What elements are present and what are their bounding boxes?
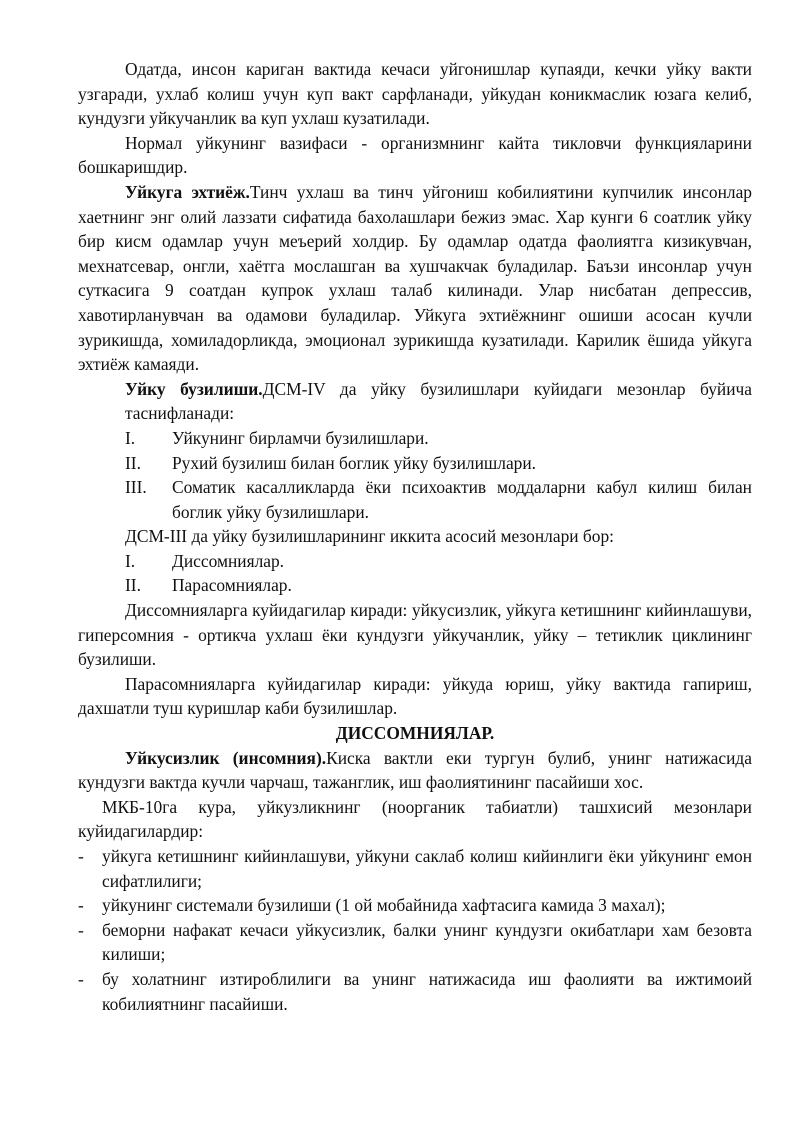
heading-sleep-need: Уйкуга эхтиёж. [125,181,250,202]
list-item-number: I. [125,427,136,448]
list-item-number: III. [125,477,147,498]
list-item [78,549,752,574]
text-sleep-need: Тинч ухлаш ва тинч уйгониш кобилиятини купчилик инсонлар хаетнинг энг олий лаззати сифатида бахолашлари бежиз эмас. Хар кунги 6 соатлик уйку бир кисм одамлар учун меъерий холдир. Бу одамлар одатда фаолиятга кизикувчан, мехнатсевар, онгли, хаётга мослашган ва хушчакчак буладилар. Баъзи инсонлар учун суткасига 9 соатдан купрок ухлаш талаб килинади. Улар нисбатан депрессив, хавотирланувчан ва одамови буладилар. Уйкуга эхтиёжнинг ошиши асосан кучли зурикишда, хомиладорликда, эмоционал зурикишда кузатилади. Карилик ёшида уйкуга эхтиёж камаяди. [78,181,752,375]
list-item [78,451,752,476]
list-item-text: Рухий бузилиш билан боглик уйку бузилишлари. [172,452,537,473]
paragraph-dsm3: ДСМ-III да уйку бузилишларининг иккита асосий мезонлари бор: [125,526,614,547]
list-item [78,893,752,918]
list-item-text: уйкуга кетишнинг кийинлашуви, уйкуни саклаб колиш кийинлиги ёки уйкунинг емон сифатлилиги; [102,846,752,891]
list-item-text: Парасомниялар. [172,575,292,596]
list-item-number: II. [125,575,141,596]
list-item-number: II. [125,452,141,473]
list-dsm3 [78,549,752,598]
list-item [78,426,752,451]
dash-bullet: - [78,846,84,866]
text-insomnia: Киска вактли еки тургун булиб, унинг натижасида кундузги вактда кучли чарчаш, тажанглик, иш фаолиятининг пасайиши хос. [78,747,752,793]
paragraph-aging-sleep: Одатда, инсон кариган вактида кечаси уйгонишлар купаяди, кечки уйку вакти узгаради, ухлаб колиш учун куп вакт сарфланади, уйкудан коникмаслик юзага келиб, кундузги уйкучанлик ва куп ухлаш кузатилади. [78,59,752,129]
list-item [78,573,752,598]
list-item [78,918,752,967]
list-item [78,475,752,524]
paragraph-icd10: МКБ-10га кура, уйкузликнинг (ноорганик табиатли) ташхисий мезонлари куйидагилардир: [78,796,752,842]
heading-sleep-disorders: Уйку бузилиши. [125,378,263,399]
dash-bullet: - [78,968,84,989]
section-title: ДИССОМНИЯЛАР. [335,723,495,744]
list-item-text: Уйкунинг бирламчи бузилишлари. [172,427,429,448]
document-page [78,57,752,1016]
paragraph-sleep-need [78,180,752,377]
paragraph-sleep-disorders [78,377,752,426]
list-item-number: I. [125,550,136,571]
list-item [78,967,752,1016]
dash-bullet: - [78,895,84,916]
text-sleep-disorders: ДСМ-IV да уйку бузилишлари куйидаги мезонлар буйича таснифланади: [125,378,752,424]
list-item-text: бу холатнинг изтироблилиги ва унинг натижасида иш фаолияти ва ижтимоий кобилиятнинг пасайиши. [102,968,752,1014]
paragraph-normal-sleep: Нормал уйкунинг вазифаси - организмнинг кайта тикловчи функцияларини бошкаришдир. [78,132,752,178]
list-item-text: беморни нафакат кечаси уйкусизлик, балки унинг кундузги окибатлари хам безовта килиши; [102,919,752,965]
paragraph-dyssomnias: Диссомнияларга куйидагилар киради: уйкусизлик, уйкуга кетишнинг кийинлашуви, гиперсомния - ортикча ухлаш ёки кундузги уйкучанлик, уйку – тетиклик циклининг бузилиши. [78,600,752,670]
list-dsm4 [78,426,752,524]
list-item-text: уйкунинг системали бузилиши (1 ой мобайнида хафтасига камида 3 махал); [102,895,666,916]
list-criteria [78,844,752,1016]
list-item-text: Диссомниялар. [172,550,285,571]
heading-insomnia: Уйкусизлик (инсомния). [125,747,327,768]
paragraph-insomnia [78,746,752,795]
dash-bullet: - [78,919,84,940]
list-item [78,844,752,893]
list-item-text: Соматик касалликларда ёки психоактив моддаларни кабул килиш билан боглик уйку бузилишлари. [172,477,752,522]
paragraph-parasomnias: Парасомнияларга куйидагилар киради: уйкуда юриш, уйку вактида гапириш, дахшатли туш куришлар каби бузилишлар. [78,673,752,719]
